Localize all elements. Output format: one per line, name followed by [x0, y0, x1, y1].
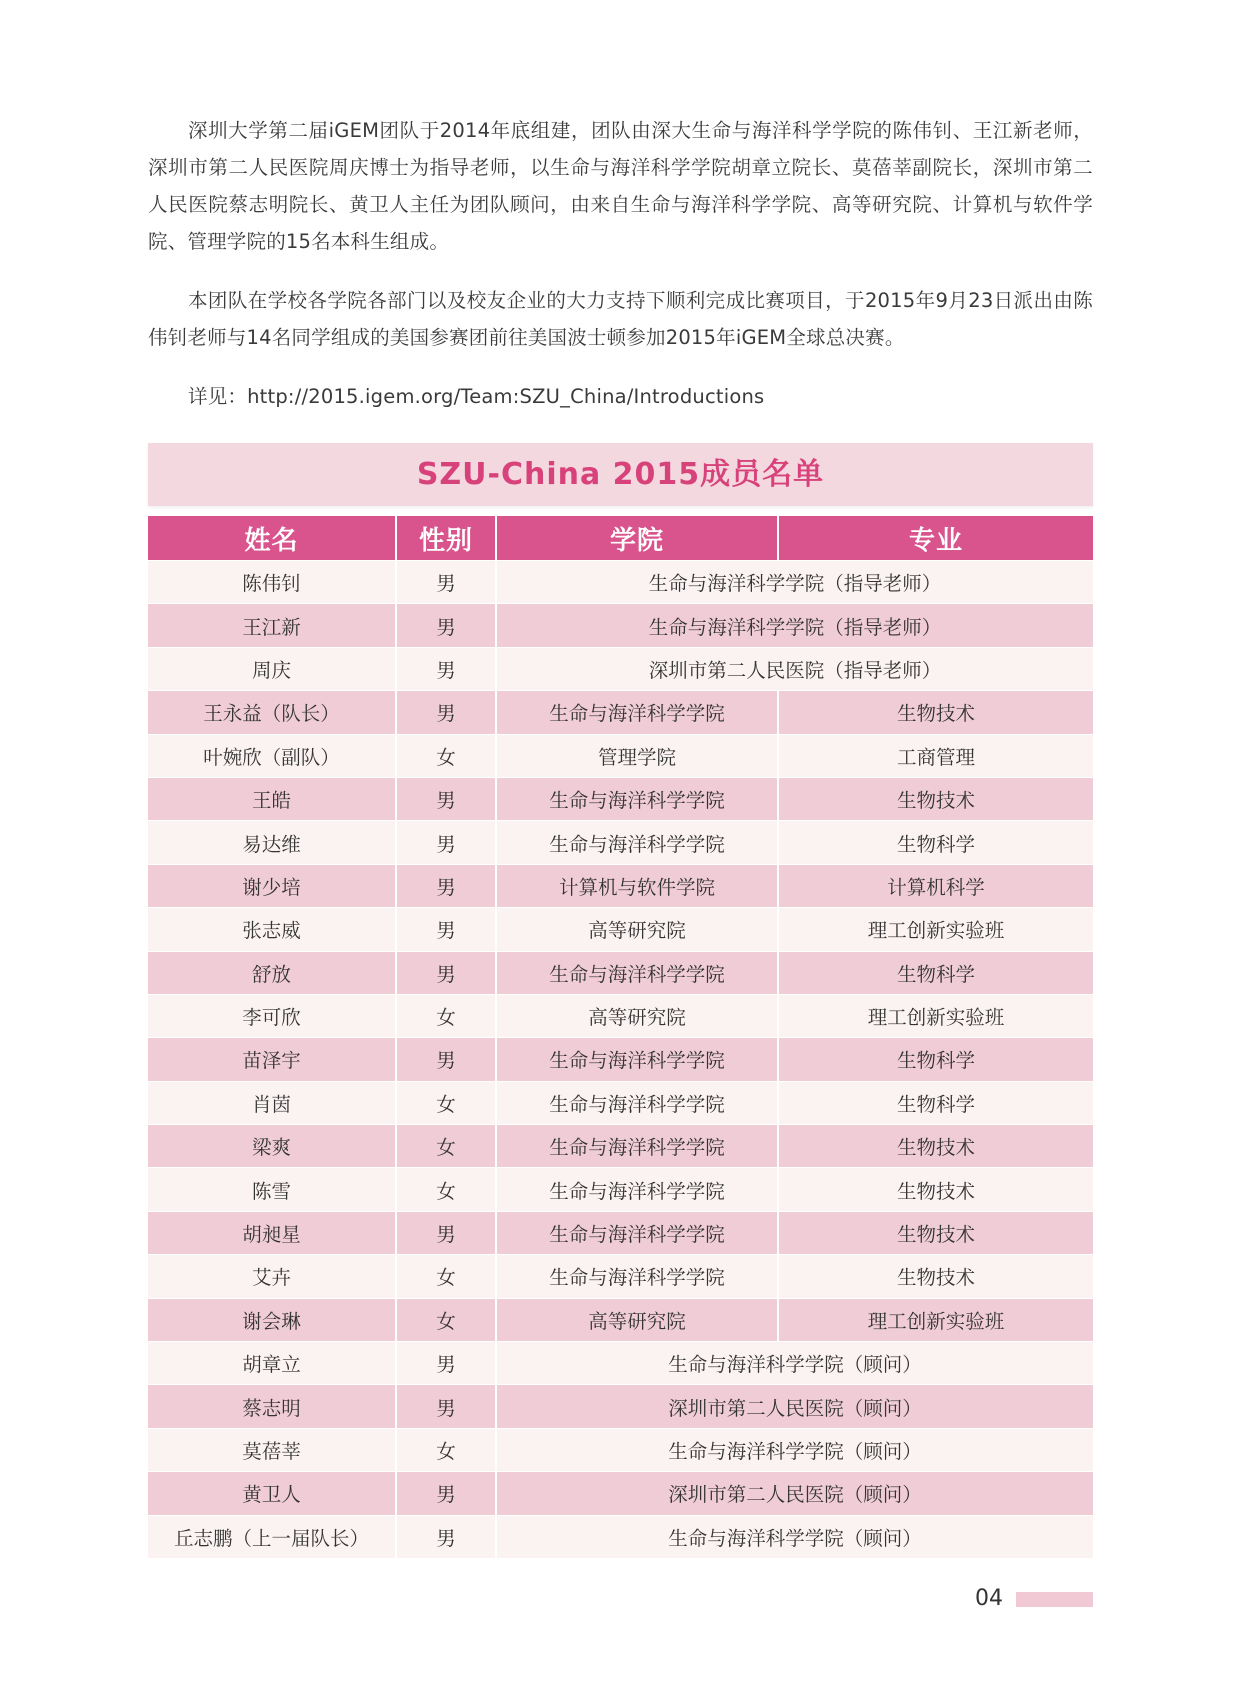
- cell-college: 生命与海洋科学学院: [496, 691, 778, 734]
- cell-gender: 女: [396, 994, 496, 1037]
- header-major: 专业: [778, 516, 1093, 561]
- cell-major: 生物技术: [778, 777, 1093, 820]
- header-name: 姓名: [148, 516, 396, 561]
- cell-name: 肖茵: [148, 1081, 396, 1124]
- cell-name: 王永益（队长）: [148, 691, 396, 734]
- intro-paragraph-1: 深圳大学第二届iGEM团队于2014年底组建，团队由深大生命与海洋科学学院的陈伟钊、王江新老师，深圳市第二人民医院周庆博士为指导老师，以生命与海洋科学学院胡章立院长、莫蓓莘副院长，深圳市第二人民医院蔡志明院长、黄卫人主任为团队顾问，由来自生命与海洋科学学院、高等研究院、计算机与软件学院、管理学院的15名本科生组成。: [148, 119, 1093, 253]
- cell-major: 生物科学: [778, 1081, 1093, 1124]
- table-row: [148, 561, 1093, 604]
- table-row: [148, 1211, 1093, 1254]
- cell-gender: 女: [396, 1298, 496, 1341]
- cell-college: 高等研究院: [496, 908, 778, 951]
- cell-name: 苗泽宇: [148, 1038, 396, 1081]
- table-row: [148, 1081, 1093, 1124]
- table-row: [148, 1038, 1093, 1081]
- cell-gender: 男: [396, 1385, 496, 1428]
- cell-major: 生物技术: [778, 1125, 1093, 1168]
- table-row: [148, 994, 1093, 1037]
- table-row: [148, 1168, 1093, 1211]
- table-row: [148, 647, 1093, 690]
- cell-gender: 男: [396, 1211, 496, 1254]
- intro-paragraph-2: 本团队在学校各学院各部门以及校友企业的大力支持下顺利完成比赛项目，于2015年9月23日派出由陈伟钊老师与14名同学组成的美国参赛团前往美国波士顿参加2015年iGEM全球总决赛。: [148, 289, 1093, 349]
- table-row: [148, 777, 1093, 820]
- table-row: [148, 734, 1093, 777]
- cell-college: 生命与海洋科学学院: [496, 1255, 778, 1298]
- cell-name: 梁爽: [148, 1125, 396, 1168]
- roster-body: [148, 561, 1093, 1558]
- cell-name: 蔡志明: [148, 1385, 396, 1428]
- cell-major: 理工创新实验班: [778, 994, 1093, 1037]
- roster-table: [148, 516, 1093, 1558]
- cell-gender: 男: [396, 908, 496, 951]
- cell-gender: 女: [396, 734, 496, 777]
- cell-affiliation: 生命与海洋科学学院（顾问）: [496, 1342, 1093, 1385]
- cell-affiliation: 深圳市第二人民医院（指导老师）: [496, 647, 1093, 690]
- cell-name: 李可欣: [148, 994, 396, 1037]
- cell-major: 生物科学: [778, 821, 1093, 864]
- cell-gender: 女: [396, 1255, 496, 1298]
- cell-college: 生命与海洋科学学院: [496, 1168, 778, 1211]
- cell-gender: 男: [396, 604, 496, 647]
- table-row: [148, 1298, 1093, 1341]
- table-row: [148, 864, 1093, 907]
- cell-college: 计算机与软件学院: [496, 864, 778, 907]
- cell-name: 陈雪: [148, 1168, 396, 1211]
- member-roster: [148, 443, 1093, 1558]
- cell-college: 生命与海洋科学学院: [496, 1211, 778, 1254]
- cell-name: 胡昶星: [148, 1211, 396, 1254]
- cell-name: 易达维: [148, 821, 396, 864]
- cell-affiliation: 生命与海洋科学学院（指导老师）: [496, 561, 1093, 604]
- cell-gender: 男: [396, 1038, 496, 1081]
- cell-gender: 男: [396, 1342, 496, 1385]
- cell-gender: 女: [396, 1428, 496, 1471]
- roster-title: SZU-China 2015成员名单: [148, 443, 1093, 506]
- cell-name: 叶婉欣（副队）: [148, 734, 396, 777]
- table-row: [148, 1428, 1093, 1471]
- table-row: [148, 1125, 1093, 1168]
- cell-name: 舒放: [148, 951, 396, 994]
- cell-gender: 女: [396, 1081, 496, 1124]
- page-number-bar: [1016, 1592, 1093, 1607]
- cell-college: 生命与海洋科学学院: [496, 1081, 778, 1124]
- cell-gender: 男: [396, 1515, 496, 1558]
- cell-major: 生物技术: [778, 691, 1093, 734]
- table-row: [148, 1472, 1093, 1515]
- intro-text: [148, 112, 1093, 437]
- cell-college: 生命与海洋科学学院: [496, 821, 778, 864]
- table-row: [148, 951, 1093, 994]
- cell-major: 生物科学: [778, 1038, 1093, 1081]
- cell-college: 生命与海洋科学学院: [496, 1038, 778, 1081]
- table-row: [148, 691, 1093, 734]
- cell-college: 管理学院: [496, 734, 778, 777]
- cell-major: 理工创新实验班: [778, 908, 1093, 951]
- cell-college: 生命与海洋科学学院: [496, 1125, 778, 1168]
- cell-gender: 男: [396, 777, 496, 820]
- table-row: [148, 1342, 1093, 1385]
- cell-name: 胡章立: [148, 1342, 396, 1385]
- cell-gender: 女: [396, 1168, 496, 1211]
- cell-gender: 男: [396, 864, 496, 907]
- header-gender: 性别: [396, 516, 496, 561]
- cell-name: 艾卉: [148, 1255, 396, 1298]
- cell-major: 生物科学: [778, 951, 1093, 994]
- cell-name: 莫蓓莘: [148, 1428, 396, 1471]
- details-link[interactable]: 详见：http://2015.igem.org/Team:SZU_China/Introductions: [188, 385, 765, 408]
- cell-name: 黄卫人: [148, 1472, 396, 1515]
- cell-name: 王江新: [148, 604, 396, 647]
- cell-name: 张志威: [148, 908, 396, 951]
- cell-affiliation: 深圳市第二人民医院（顾问）: [496, 1472, 1093, 1515]
- cell-college: 高等研究院: [496, 994, 778, 1037]
- cell-gender: 女: [396, 1125, 496, 1168]
- cell-name: 丘志鹏（上一届队长）: [148, 1515, 396, 1558]
- table-row: [148, 1515, 1093, 1558]
- cell-affiliation: 生命与海洋科学学院（顾问）: [496, 1428, 1093, 1471]
- cell-major: 工商管理: [778, 734, 1093, 777]
- table-header-row: [148, 516, 1093, 561]
- table-row: [148, 908, 1093, 951]
- cell-affiliation: 深圳市第二人民医院（顾问）: [496, 1385, 1093, 1428]
- header-college: 学院: [496, 516, 778, 561]
- cell-name: 周庆: [148, 647, 396, 690]
- cell-college: 生命与海洋科学学院: [496, 777, 778, 820]
- cell-name: 谢会琳: [148, 1298, 396, 1341]
- cell-affiliation: 生命与海洋科学学院（顾问）: [496, 1515, 1093, 1558]
- cell-major: 生物技术: [778, 1211, 1093, 1254]
- table-row: [148, 604, 1093, 647]
- table-row: [148, 1255, 1093, 1298]
- cell-name: 谢少培: [148, 864, 396, 907]
- cell-gender: 男: [396, 951, 496, 994]
- table-row: [148, 1385, 1093, 1428]
- cell-gender: 男: [396, 1472, 496, 1515]
- cell-gender: 男: [396, 821, 496, 864]
- cell-gender: 男: [396, 647, 496, 690]
- cell-major: 计算机科学: [778, 864, 1093, 907]
- cell-major: 理工创新实验班: [778, 1298, 1093, 1341]
- cell-major: 生物技术: [778, 1255, 1093, 1298]
- cell-college: 生命与海洋科学学院: [496, 951, 778, 994]
- cell-affiliation: 生命与海洋科学学院（指导老师）: [496, 604, 1093, 647]
- cell-gender: 男: [396, 561, 496, 604]
- cell-college: 高等研究院: [496, 1298, 778, 1341]
- cell-name: 陈伟钊: [148, 561, 396, 604]
- page-number: 04: [975, 1586, 1003, 1611]
- cell-major: 生物技术: [778, 1168, 1093, 1211]
- cell-gender: 男: [396, 691, 496, 734]
- table-row: [148, 821, 1093, 864]
- cell-name: 王皓: [148, 777, 396, 820]
